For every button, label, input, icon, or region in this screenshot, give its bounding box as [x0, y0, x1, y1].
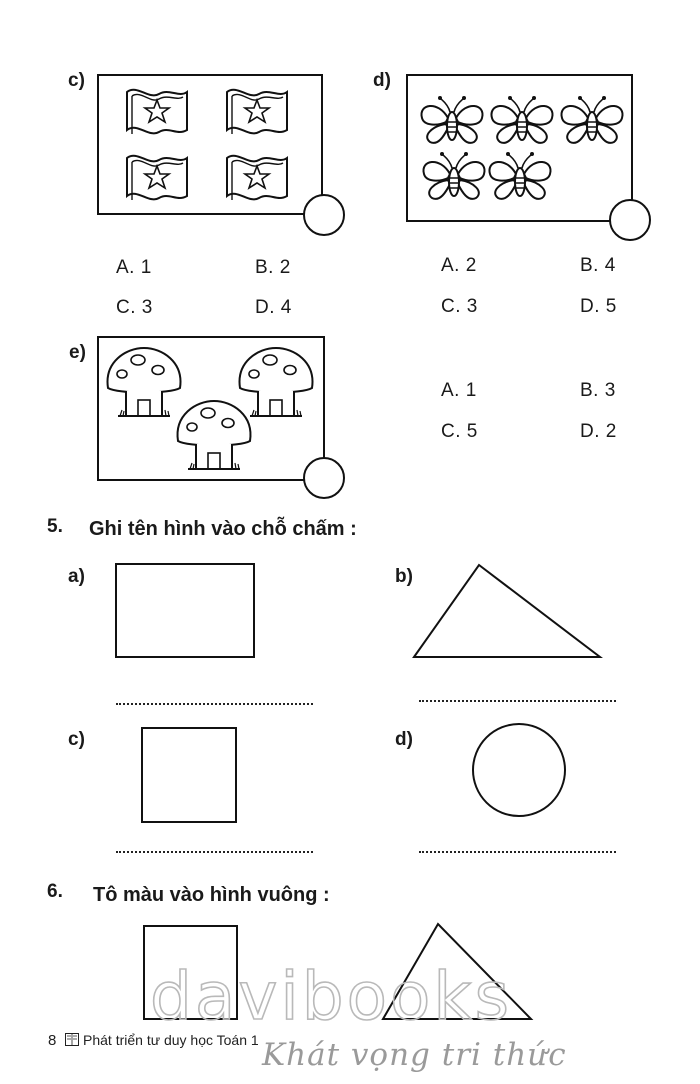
- option-c-a[interactable]: A. 1: [116, 257, 152, 278]
- option-e-a[interactable]: A. 1: [441, 380, 477, 401]
- item-5a-label: a): [68, 566, 85, 587]
- option-e-d[interactable]: D. 2: [580, 421, 617, 442]
- book-icon: [65, 1033, 79, 1046]
- option-c-d[interactable]: D. 4: [255, 297, 292, 318]
- item-5c-label: c): [68, 729, 85, 750]
- option-c-b[interactable]: B. 2: [255, 257, 291, 278]
- option-e-c[interactable]: C. 5: [441, 421, 478, 442]
- item-e-label: e): [69, 342, 86, 363]
- question-6-number: 6.: [47, 881, 63, 902]
- option-d-a[interactable]: A. 2: [441, 255, 477, 276]
- option-e-b[interactable]: B. 3: [580, 380, 616, 401]
- item-d-label: d): [373, 70, 391, 91]
- watermark-brand: davibooks: [150, 958, 512, 1035]
- question-5-number: 5.: [47, 516, 63, 537]
- option-c-c[interactable]: C. 3: [116, 297, 153, 318]
- book-title: Phát triển tư duy học Toán 1: [83, 1032, 259, 1048]
- option-d-d[interactable]: D. 5: [580, 296, 617, 317]
- item-c-label: c): [68, 70, 85, 91]
- item-5b-label: b): [395, 566, 413, 587]
- option-d-c[interactable]: C. 3: [441, 296, 478, 317]
- question-5-title: Ghi tên hình vào chỗ chấm :: [89, 518, 357, 540]
- option-d-b[interactable]: B. 4: [580, 255, 616, 276]
- item-5d-label: d): [395, 729, 413, 750]
- page-number: 8: [48, 1032, 57, 1049]
- question-6-title: Tô màu vào hình vuông :: [93, 884, 330, 906]
- watermark-slogan: Khát vọng tri thức: [262, 1037, 567, 1073]
